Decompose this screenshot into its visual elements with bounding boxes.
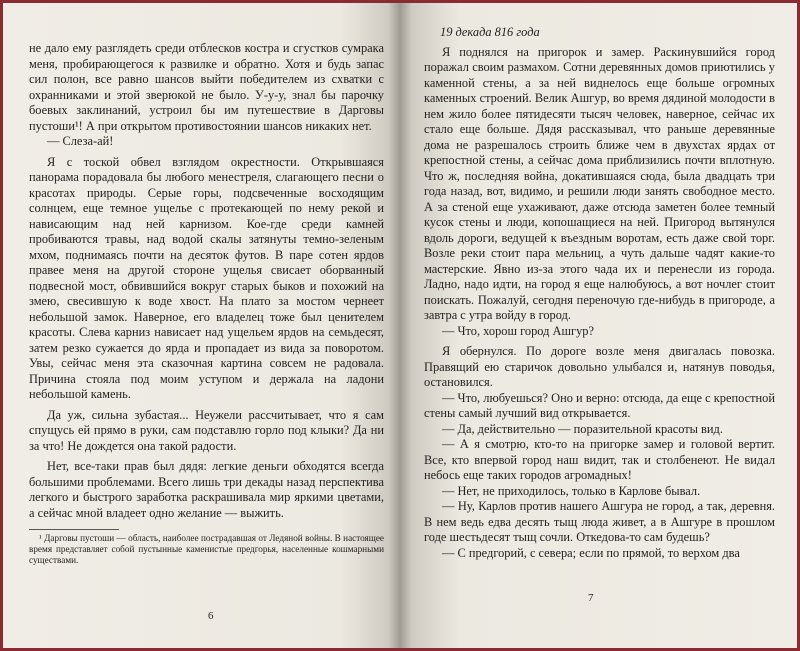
page-number-left: 6 xyxy=(208,610,214,622)
paragraph: Я обернулся. По дороге возле меня двигалась повозка. Правящий ею старичок довольно улыбался и, натянув поводья, остановился. xyxy=(424,344,775,389)
paragraph: — Нет, не приходилось, только в Карлове бывал. xyxy=(442,483,701,498)
paragraph: — С предгорий, с севера; если по прямой, то верхом два xyxy=(442,545,740,560)
paragraph: Нет, все-таки прав был дядя: легкие деньги обходятся всегда большими проблемами. Всего лишь три декады назад перспектива легкого и быстрого заработка раскрашивала мир яркими цветами, а сейчас мной владеет одно желание — выжить. xyxy=(29,459,384,520)
paragraph: — Да, действительно — поразительной красоты вид. xyxy=(442,421,723,436)
paragraph: — Что, хорош город Ашгур? xyxy=(442,323,594,338)
paragraph: — Ну, Карлов против нашего Ашгура не город, а так, деревня. В нем ведь едва десять тыщ люда живет, а в Ашгуре в прошлом годе шестьдесят тыщ сочли. Откедова-то сам будешь? xyxy=(424,499,775,544)
paragraph: Я с тоской обвел взглядом окрестности. Открывшаяся панорама порадовала бы любого менестреля, слагающего песни о красотах природы. Серые горы, подсвеченные восходящим солнцем, еще темное ущелье с протекающей по нему рекой и нависающим над ней карнизом. Кое-где среди камней пробиваются травы, над водой скалы затянуты темно-зеленым мхом, поднимаясь почти на десяток футов. В паре сотен ярдов правее меня на другой стороне ущелья свисает оборванный подвесной мост, обвившийся вокруг старых быков и похожий на змею, свесившую к воде хвост. На плато за мостом чернеет небольшой замок. Наверное, его владелец тоже был ценителем красоты. Слева карниз нависает над ущельем ярдов на семьдесят, затем резко сужается до ярда и пропадает из вида за поворотом. Увы, сейчас меня эта сказочная картина совсем не радовала. Причина стояла под моим уступом и держала на ладони небольшой камень. xyxy=(29,154,384,401)
paragraph: — А я смотрю, кто-то на пригорке замер и головой вертит. Все, кто впервой город наш видит, так и столбенеют. Не видал небось еще таких городов агромадных! xyxy=(424,437,775,482)
paragraph: Я поднялся на пригорок и замер. Раскинувшийся город поражал своим размахом. Сотни деревянных домов приютились у каменной стены, а за ней виднелось еще больше огромных каменных строений. Велик Ашгур, во время дядиной молодости в нем жило более пятидесяти тысяч человек, наверное, сейчас их стало еще больше. Дядя рассказывал, что раньше деревянные дома не разрешалось строить ближе чем в двухстах ярдах от крепостной стены, а сейчас дома приблизились почти вплотную. Что ж, последняя война, докатившаяся сюда, была двадцать три года назад, вот, видимо, и решили люди занять свободное место. А за стеной еще ухаживают, даже отсюда заметен более темный кусок стены и люди, копошащиеся на ней. Пригород вытянулся вдоль дороги, ведущей к въездным воротам, есть даже свой торг. Возле реки стоит пара мельниц, а чуть дальше чадят какие-то мастерские. Явно из-за этого чада их и перенесли из города. Ладно, надо идти, на город я еще налюбуюсь, а вот ночлег стоит поискать. Пожалуй, сегодня переночую где-нибудь в пригороде, а завтра с утра войду в город. xyxy=(424,44,775,322)
footnote-divider xyxy=(29,529,119,530)
left-page xyxy=(3,3,400,648)
book-spread xyxy=(3,3,797,648)
right-page xyxy=(400,3,797,648)
paragraph: Да уж, сильна зубастая... Неужели рассчитывает, что я сам спущусь ей прямо в руки, сам подставлю горло под клыки? Да ни за что! Не дождется она такой радости. xyxy=(29,407,384,453)
footnote: ¹ Дарговы пустоши — область, наиболее пострадавшая от Ледяной войны. В настоящее время представляет собой пустынные каменистые предгорья, населенные кошмарными существами. xyxy=(29,533,384,565)
chapter-heading: 19 декада 816 года xyxy=(440,25,540,39)
paragraph: — Что, любуешься? Оно и верно: отсюда, да еще с крепостной стены самый лучший вид открывается. xyxy=(424,390,775,420)
paragraph: не дало ему разглядеть среди отблесков костра и сгустков сумрака меня, пробирающегося к развилке и обратно. Хотя и будь запас сил полон, все равно шансов выйти победителем из схватки с охранниками и этой зверюкой не было. У-у-у, знал бы парочку боевых заклинаний, устроил бы им путешествие в Дарговы пустоши¹! А при открытом противостоянии шансов никаких нет. xyxy=(29,41,384,133)
paragraph: — Слеза-ай! xyxy=(47,134,114,148)
page-number-right: 7 xyxy=(588,592,594,604)
